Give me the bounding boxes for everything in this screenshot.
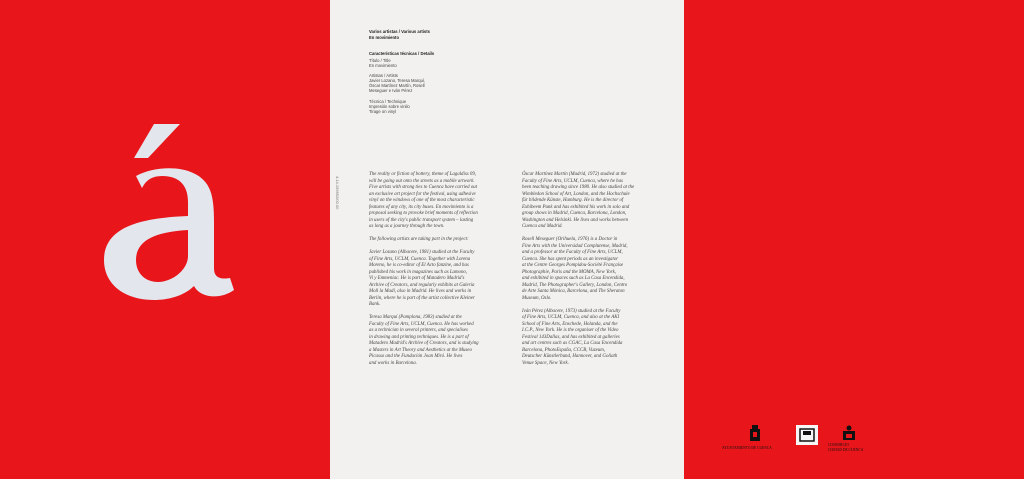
body-text-line: Madrid, The Photographer's Gallery, London, Centro xyxy=(522,282,628,288)
body-text-line: Javier Lozano (Albacete, 1981) studied at the Faculty xyxy=(369,250,475,255)
body-text-line: für bildende Künste, Hamburg. He is the director of xyxy=(522,198,624,203)
details-technique-line: Tirage on vinyl xyxy=(369,109,397,114)
body-text-line: de Arte Santa Mónica, Barcelona, and The Sheraton xyxy=(522,289,625,294)
body-text-line: at the Centre Georges Pompidou-Société Française xyxy=(522,263,624,268)
details-artists-line: Meseguer e Iván Pérez xyxy=(369,88,413,93)
body-text-line: Cuenca. She has spent periods as an investigator xyxy=(522,256,619,262)
details-technique-line: Impresión sobre vinilo xyxy=(369,104,410,109)
body-text-line: Berlin, where he is part of the artist collective Kleiner xyxy=(369,295,475,301)
body-text-line: Exhibeem Punk and has exhibited his work in solo and xyxy=(522,204,630,210)
body-text-line: in users of the city's public transport system – lasting xyxy=(369,217,474,223)
body-text-line: Faculty of Fine Arts, UCLM, Cuenca. He has worked xyxy=(369,321,474,327)
body-text-line: proposal seeking to provoke brief moments of reflection xyxy=(369,211,478,216)
body-text-line: Photographie, Paris and the MOMA, New York, xyxy=(522,269,616,275)
details-artists-line: Óscar Martínez Martín, Rosell xyxy=(369,83,425,88)
body-text-line: will be going out onto the streets as a mobile artwork. xyxy=(369,178,475,184)
body-text-line: Iván Pérez (Albacete, 1973) studied at the Faculty xyxy=(522,308,621,314)
logo1-caption: AYUNTAMIENTO DE CUENCA xyxy=(722,446,772,450)
body-text-line: Festival 143Dallas, and has exhibited at galleries xyxy=(522,334,620,340)
body-text-line: Teresa Marquí (Pamplona, 1983) studied at the xyxy=(369,315,462,320)
logo3-caption-line2: CIUDAD DE CUENCA xyxy=(828,448,864,452)
body-text-line: The following artists are taking part in the project: xyxy=(369,237,469,242)
body-text-line: Fine Arts with the Universidad Complutense, Madrid, xyxy=(522,243,628,249)
body-text-line: Museum, Oslo. xyxy=(522,295,552,301)
body-text-line: group shows in Madrid, Cuenca, Barcelona, London, xyxy=(522,211,627,216)
body-text-line: Cuenca and Madrid. xyxy=(522,224,563,229)
body-text-line: Faculty of Fine Arts, UCLM, Cuenca, where he has xyxy=(522,178,623,184)
accent-a-glyph-icon xyxy=(96,118,246,308)
body-text-line: Archive of Creators, and regularly exhibits at Galería xyxy=(369,282,475,288)
body-text-line: an exclusive art project for the festival, using adhesive xyxy=(369,191,476,197)
body-text-line: Vi y Emmeniac. He is part of Matadero Madrid's xyxy=(369,276,465,281)
body-text-line: a Masters in Art Theory and Aesthetics at the Museo xyxy=(369,347,472,353)
body-text-line: of Fine Arts, UCLM, Cuenca, and also at the AKI xyxy=(522,315,620,320)
details-artists-label: Artistas / Artists xyxy=(369,73,398,78)
body-text-line: Picasso and the Fundación Joan Miró. He lives xyxy=(369,354,463,359)
body-text-line: Washington and Helsinki. He lives and works between xyxy=(522,217,629,223)
body-text-line: The reality or fiction of bottery, theme of Lagaldiss 09, xyxy=(369,172,476,177)
details-technique-label: Técnica / Technique xyxy=(369,99,407,104)
body-text-line: been teaching drawing since 1980. He also studied at the xyxy=(522,185,635,190)
logo3-caption-line1: CONSORCIO xyxy=(828,443,849,447)
consorcio-emblem-icon xyxy=(842,425,856,441)
body-text-line: Moreno, he is co-editor of El Acto fanzine, and has xyxy=(369,263,469,268)
body-text-line: Moll la Madi, also in Madrid. He lives and works in xyxy=(369,289,472,294)
body-text-line: as long as a journey through the town. xyxy=(369,224,445,229)
body-text-line: Rosell Meseguer (Orihuela, 1976) is a Doctor in xyxy=(522,237,618,242)
details-artists-line: Javier Lozano, Teresa Marquí, xyxy=(369,78,426,83)
body-text-line: Venue Space, New York. xyxy=(522,360,569,366)
body-text-line: as a technician in several printers, and specialises xyxy=(369,328,468,333)
center-page xyxy=(330,0,684,479)
body-text-line: Óscar Martínez Martín (Madrid, 1972) studied at the xyxy=(522,172,627,177)
body-text-line: Matadero Madrid's Archive of Creators, and is studying xyxy=(369,341,479,346)
body-text-line: features of any city, its city buses. En movimiento is a xyxy=(369,204,474,210)
body-text-line: Barcelona, PhotoEspaña, CCCB, Vuzeum, xyxy=(522,347,605,353)
body-text-line: and a professor at the Faculty of Fine Arts, UCLM, xyxy=(522,250,623,255)
body-text-line: I.C.P., New York. He is the organiser of the Video xyxy=(522,328,619,333)
body-text-line: Deutscher Künstlerbund, Hannover, and Goliath xyxy=(522,354,618,359)
sponsor-logos xyxy=(722,425,882,460)
body-text-line: published his work in magazines such as Lamono, xyxy=(369,269,468,275)
body-text-line: Five artists with strong ties to Cuenca have carried out xyxy=(369,185,478,190)
body-text-line: in drawing and printing techniques. He is a part of xyxy=(369,334,469,340)
cover-right-panel xyxy=(684,0,1024,479)
body-text-line: and exhibited in spaces such as La Casa Encendida, xyxy=(522,276,625,281)
details-title-label: Título / Title xyxy=(369,58,391,63)
ayuntamiento-crest-icon xyxy=(748,425,762,443)
body-text-line: Wimbledon School of Art, London, and the Hochschule xyxy=(522,191,630,197)
body-text-line: vinyl on the windows of one of the most characteristic xyxy=(369,198,475,203)
spine-text: 4.14.199992/00.00 xyxy=(335,176,340,210)
details-title-line2: En movimiento xyxy=(369,35,400,40)
body-text-line: Bank. xyxy=(369,302,381,307)
details-title-line1: Varios artistas / Various artists xyxy=(369,29,430,34)
center-square-logo-icon xyxy=(796,425,818,445)
details-section-heading: Características técnicas / Details xyxy=(369,51,435,56)
cover-left-panel xyxy=(0,0,330,479)
body-text-line: School of Fine Arts, Enschede, Holanda, and the xyxy=(522,321,618,327)
body-text-line: of Fine Arts, UCLM, Cuenca. Together with Lorena xyxy=(369,256,471,262)
details-title-value: En movimiento xyxy=(369,63,397,68)
body-text-line: and works in Barcelona. xyxy=(369,360,417,366)
body-text-line: and art centres such as CGAC, La Casa Encendida xyxy=(522,341,623,346)
